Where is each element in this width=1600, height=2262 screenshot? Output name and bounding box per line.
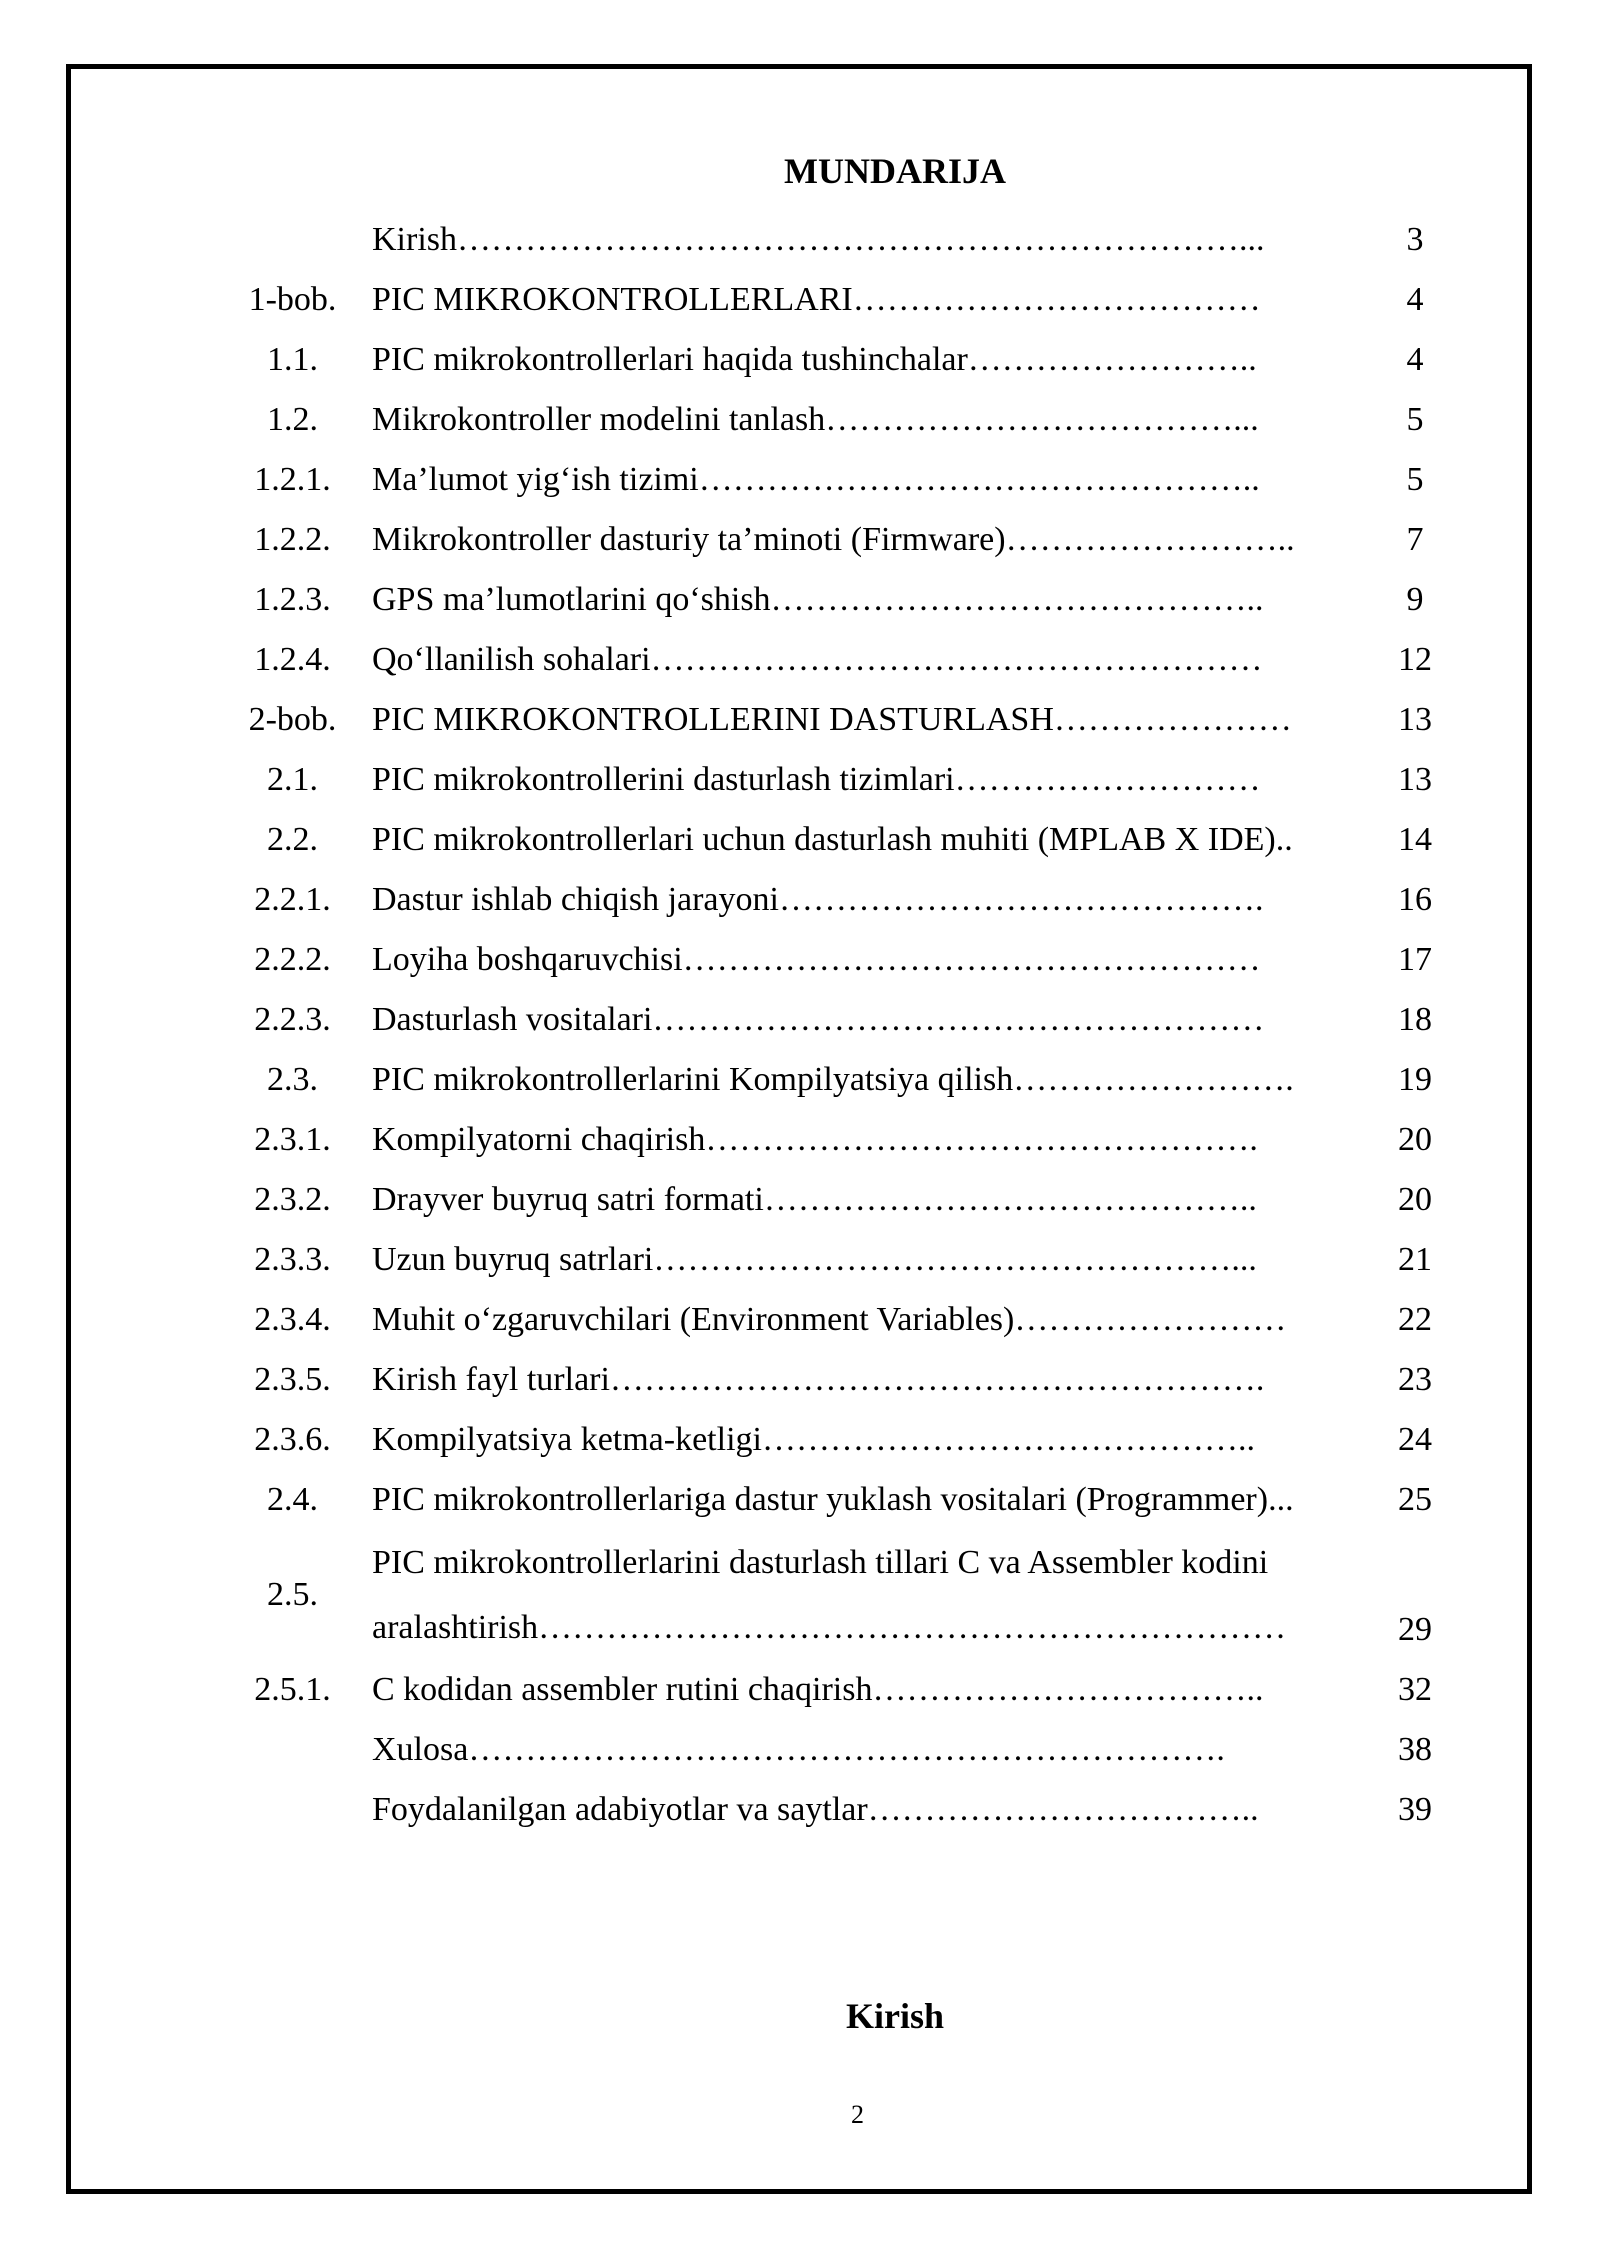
- toc-entry: [230, 810, 1480, 870]
- toc-entry: [230, 1410, 1480, 1470]
- toc-entry-page: 20: [1398, 1181, 1432, 1218]
- toc-entry-page: 23: [1398, 1361, 1432, 1398]
- toc-entry-page: 14: [1398, 821, 1432, 858]
- toc-entry-page: 20: [1398, 1121, 1432, 1158]
- toc-entry-page: 19: [1398, 1061, 1432, 1098]
- toc-entry: [230, 1530, 1480, 1660]
- toc-entry-page: 13: [1398, 761, 1432, 798]
- toc-entry-label: Dasturlash vositalari………………………………………………: [372, 1001, 1265, 1038]
- toc-entry: [230, 1350, 1480, 1410]
- toc-entry-label: Kirish……………………………………………………………...: [372, 221, 1265, 258]
- toc-entry-number: 2.3.5.: [254, 1361, 331, 1398]
- toc-entry-label: PIC mikrokontrollerlarini dasturlash tillari C va Assembler kodini aralashtirish…………………………………………………………: [372, 1544, 1287, 1646]
- toc-entry-label: Muhit o‘zgaruvchilari (Environment Variables)……………………: [372, 1301, 1287, 1338]
- toc-entry-page: 29: [1398, 1611, 1432, 1648]
- toc-entry-number: 1.2.4.: [254, 641, 331, 678]
- toc-entry-number: 1.2.1.: [254, 461, 331, 498]
- toc-entry: [230, 1470, 1480, 1530]
- toc-entry: [230, 1050, 1480, 1110]
- toc-entry-label: Uzun buyruq satrlari……………………………………………...: [372, 1241, 1257, 1278]
- toc-entry-number: 2.1.: [267, 761, 318, 798]
- toc-entry-label: GPS ma’lumotlarini qo‘shish……………………………………..: [372, 581, 1264, 618]
- toc-entry-label: Foydalanilgan adabiyotlar va saytlar……………………………..: [372, 1791, 1259, 1828]
- toc-entry-page: 5: [1406, 461, 1424, 498]
- toc-entry: [230, 690, 1480, 750]
- toc-entry-number: 2.2.1.: [254, 881, 331, 918]
- toc-entry-number: 2.3.4.: [254, 1301, 331, 1338]
- toc-entry-label: PIC mikrokontrollerini dasturlash tizimlari………………………: [372, 761, 1261, 798]
- toc-entry: [230, 270, 1480, 330]
- toc-entry-number: 1-bob.: [248, 281, 337, 318]
- toc-entry-page: 16: [1398, 881, 1432, 918]
- toc-entry: [230, 450, 1480, 510]
- toc-entry: [230, 1720, 1480, 1780]
- page-number: 2: [851, 2100, 864, 2129]
- toc-entry-label: Ma’lumot yig‘ish tizimi…………………………………………..: [372, 461, 1260, 498]
- toc-entry-label: Xulosa………………………………………………………….: [372, 1731, 1225, 1768]
- toc-entry: [230, 630, 1480, 690]
- toc-entry-number: 2.3.3.: [254, 1241, 331, 1278]
- toc-entry-page: 4: [1406, 281, 1424, 318]
- toc-entry-label: Loyiha boshqaruvchisi……………………………………………: [372, 941, 1261, 978]
- toc-entry-label: PIC mikrokontrollerlariga dastur yuklash vositalari (Programmer)...: [372, 1481, 1294, 1518]
- toc-entry-page: 18: [1398, 1001, 1432, 1038]
- toc-entry: [230, 1660, 1480, 1720]
- toc-entry-page: 25: [1398, 1481, 1432, 1518]
- toc-entry-label: Kompilyatsiya ketma-ketligi……………………………………..: [372, 1421, 1255, 1458]
- toc-entry-page: 7: [1406, 521, 1424, 558]
- toc-entry-number: 2.2.2.: [254, 941, 331, 978]
- toc-entry-page: 32: [1398, 1671, 1432, 1708]
- toc-entry-page: 39: [1398, 1791, 1432, 1828]
- toc-entry-number: 2.3.: [267, 1061, 318, 1098]
- toc-entry: [230, 210, 1480, 270]
- toc-entry: [230, 750, 1480, 810]
- toc-entry: [230, 330, 1480, 390]
- toc-entry-number: 2-bob.: [248, 701, 337, 738]
- toc-entry: [230, 1290, 1480, 1350]
- toc-entry-label: Kompilyatorni chaqirish………………………………………….: [372, 1121, 1258, 1158]
- section-heading: Kirish: [845, 1996, 944, 2036]
- toc-entry-label: PIC MIKROKONTROLLERINI DASTURLASH…………………: [372, 701, 1292, 738]
- toc-entry: [230, 870, 1480, 930]
- toc-entry-number: 2.5.: [267, 1576, 318, 1613]
- toc-entry: [230, 930, 1480, 990]
- toc-entry-label: PIC MIKROKONTROLLERLARI………………………………: [372, 281, 1261, 318]
- toc-entry-label: Qo‘llanilish sohalari………………………………………………: [372, 641, 1263, 678]
- toc-entry-number: 2.5.1.: [254, 1671, 331, 1708]
- toc-entry-page: 5: [1406, 401, 1424, 438]
- toc-entry-page: 12: [1398, 641, 1432, 678]
- toc-entry-label: PIC mikrokontrollerlari uchun dasturlash muhiti (MPLAB X IDE)..: [372, 821, 1293, 858]
- toc-entry-page: 17: [1398, 941, 1432, 978]
- toc-entry: [230, 570, 1480, 630]
- toc-entry-page: 38: [1398, 1731, 1432, 1768]
- toc-entry-number: 1.2.2.: [254, 521, 331, 558]
- toc-entry: [230, 1110, 1480, 1170]
- toc-entry-number: 2.2.: [267, 821, 318, 858]
- toc-entry-label: PIC mikrokontrollerlarini Kompilyatsiya qilish…………………….: [372, 1061, 1294, 1098]
- toc-entry-label: Drayver buyruq satri formati……………………………………..: [372, 1181, 1257, 1218]
- toc-entry-number: 1.2.3.: [254, 581, 331, 618]
- toc-entry-number: 2.3.6.: [254, 1421, 331, 1458]
- toc-entry-page: 4: [1406, 341, 1424, 378]
- toc-entry-number: 2.3.1.: [254, 1121, 331, 1158]
- toc-entry-page: 24: [1398, 1421, 1432, 1458]
- toc-entry: [230, 1780, 1480, 1840]
- table-of-contents: [230, 210, 1480, 1840]
- toc-title: MUNDARIJA: [784, 151, 1006, 191]
- toc-entry-label: Kirish fayl turlari………………………………………………….: [372, 1361, 1265, 1398]
- toc-entry-page: 21: [1398, 1241, 1432, 1278]
- toc-entry: [230, 390, 1480, 450]
- toc-entry-label: Dastur ishlab chiqish jarayoni…………………………………….: [372, 881, 1264, 918]
- toc-entry: [230, 1230, 1480, 1290]
- toc-entry-page: 13: [1398, 701, 1432, 738]
- toc-entry-page: 3: [1406, 221, 1424, 258]
- toc-entry-number: 2.4.: [267, 1481, 318, 1518]
- toc-entry-label: PIC mikrokontrollerlari haqida tushinchalar……………………..: [372, 341, 1257, 378]
- toc-entry: [230, 510, 1480, 570]
- toc-entry-label: C kodidan assembler rutini chaqirish……………………………..: [372, 1671, 1264, 1708]
- toc-entry-number: 1.1.: [267, 341, 318, 378]
- toc-entry-label: Mikrokontroller dasturiy ta’minoti (Firmware)……………………..: [372, 521, 1295, 558]
- toc-entry-number: 1.2.: [267, 401, 318, 438]
- toc-entry: [230, 990, 1480, 1050]
- toc-entry-page: 22: [1398, 1301, 1432, 1338]
- toc-entry-number: 2.2.3.: [254, 1001, 331, 1038]
- toc-entry-label: Mikrokontroller modelini tanlash………………………………...: [372, 401, 1259, 438]
- toc-entry-page: 9: [1406, 581, 1424, 618]
- toc-entry: [230, 1170, 1480, 1230]
- toc-entry-number: 2.3.2.: [254, 1181, 331, 1218]
